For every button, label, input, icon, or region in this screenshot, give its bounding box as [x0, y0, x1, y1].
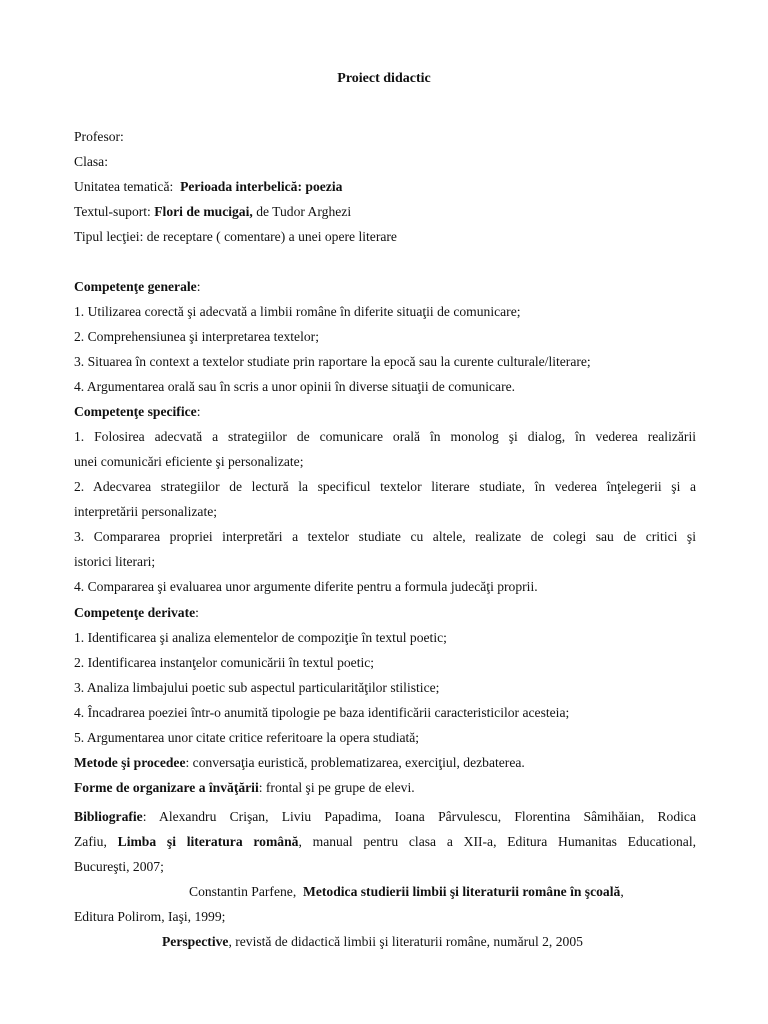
list-item: 3. Situarea în context a textelor studiate prin raportare la epocă sau la curente culturale/literare; — [74, 354, 591, 369]
competente-generale-section — [74, 274, 696, 399]
ref1-title: Limba şi literatura română — [117, 834, 299, 849]
textul-label: Textul-suport: — [74, 204, 151, 219]
unitatea-label: Unitatea tematică: — [74, 179, 174, 194]
section-heading — [74, 274, 696, 299]
ref2-title: Metodica studierii limbii şi literaturii române în şcoală — [303, 884, 621, 899]
bibliografie-ref3-line — [74, 929, 696, 954]
list-item-continuation: unei comunicări eficiente şi personalizate; — [74, 454, 304, 469]
profesor-line: Profesor: — [74, 129, 124, 144]
list-item-continuation: interpretării personalizate; — [74, 504, 218, 519]
ref1-author-tail: Zafiu, — [74, 834, 107, 849]
unitatea-line — [74, 174, 696, 199]
textul-author: de Tudor Arghezi — [256, 204, 352, 219]
ref2-author: Constantin Parfene, — [189, 884, 297, 899]
bibliografie-ref1-line2 — [74, 829, 696, 854]
bibliografie-section — [74, 804, 696, 954]
textul-line — [74, 199, 696, 224]
forme-label: Forme de organizare a învăţării — [74, 780, 259, 795]
competente-derivate-heading: Competenţe derivate — [74, 605, 196, 620]
list-item: 2. Adecvarea strategiilor de lectură la specificul textelor literare studiate, în vederea înţelegerii şi a — [74, 479, 696, 494]
unitatea-value: Perioada interbelică: poezia — [180, 179, 343, 194]
list-item: 1. Utilizarea corectă şi adecvată a limbii române în diferite situaţii de comunicare; — [74, 304, 521, 319]
textul-title: Flori de mucigai, — [154, 204, 253, 219]
competente-specifice-heading: Competenţe specifice — [74, 404, 197, 419]
list-item: 2. Comprehensiunea şi interpretarea textelor; — [74, 329, 319, 344]
list-item: 3. Compararea propriei interpretări a textelor studiate cu altele, realizate de colegi sau de critici şi — [74, 529, 696, 544]
list-item: 4. Încadrarea poeziei într-o anumită tipologie pe baza identificării caracteristicilor acesteia; — [74, 705, 570, 720]
bibliografie-ref2-line1 — [74, 879, 696, 904]
heading-colon: : — [195, 605, 199, 620]
ref3-details: , revistă de didactică limbii şi literaturii române, numărul 2, 2005 — [228, 934, 583, 949]
bibliografie-ref2-line2: Editura Polirom, Iaşi, 1999; — [74, 909, 226, 924]
bibliografie-ref1-line3: Bucureşti, 2007; — [74, 859, 164, 874]
competente-specifice-section — [74, 399, 696, 599]
competente-derivate-section — [74, 600, 696, 800]
section-heading — [74, 399, 696, 424]
ref3-title: Perspective — [162, 934, 229, 949]
list-item: 2. Identificarea instanţelor comunicării în textul poetic; — [74, 655, 375, 670]
list-item: 1. Identificarea şi analiza elementelor de compoziţie în textul poetic; — [74, 630, 447, 645]
metode-value: : conversaţia euristică, problematizarea, exerciţiul, dezbaterea. — [185, 755, 525, 770]
tipul-line: Tipul lecţiei: de receptare ( comentare) a unei opere literare — [74, 229, 397, 244]
heading-colon: : — [196, 404, 201, 419]
metode-label: Metode şi procedee — [74, 755, 186, 770]
list-item: 1. Folosirea adecvată a strategiilor de comunicare orală în monolog şi dialog, în vederea realizării — [74, 429, 696, 444]
page-title: Proiect didactic — [337, 71, 431, 86]
section-heading — [74, 600, 696, 625]
clasa-line: Clasa: — [74, 154, 108, 169]
forme-line — [74, 775, 696, 800]
list-item: 3. Analiza limbajului poetic sub aspectul particularităţilor stilistice; — [74, 680, 440, 695]
heading-colon: : — [196, 279, 201, 294]
metode-line — [74, 750, 696, 775]
ref1-details: , manual pentru clasa a XII-a, Editura Humanitas Educational, — [298, 834, 696, 849]
list-item: 4. Argumentarea orală sau în scris a unor opinii în diverse situaţii de comunicare. — [74, 379, 516, 394]
list-item-continuation: istorici literari; — [74, 554, 156, 569]
list-item: 4. Compararea şi evaluarea unor argumente diferite pentru a formula judecăţi proprii. — [74, 579, 538, 594]
ref2-punct: , — [620, 884, 624, 899]
ref1-authors: : Alexandru Crişan, Liviu Papadima, Ioana Pârvulescu, Florentina Sâmihăian, Rodica — [142, 809, 696, 824]
bibliografie-ref1-line1 — [74, 804, 696, 829]
bibliografie-label: Bibliografie — [74, 809, 143, 824]
forme-value: : frontal şi pe grupe de elevi. — [258, 780, 415, 795]
lesson-header — [74, 124, 696, 249]
competente-generale-heading: Competenţe generale — [74, 279, 197, 294]
list-item: 5. Argumentarea unor citate critice referitoare la opera studiată; — [74, 730, 420, 745]
